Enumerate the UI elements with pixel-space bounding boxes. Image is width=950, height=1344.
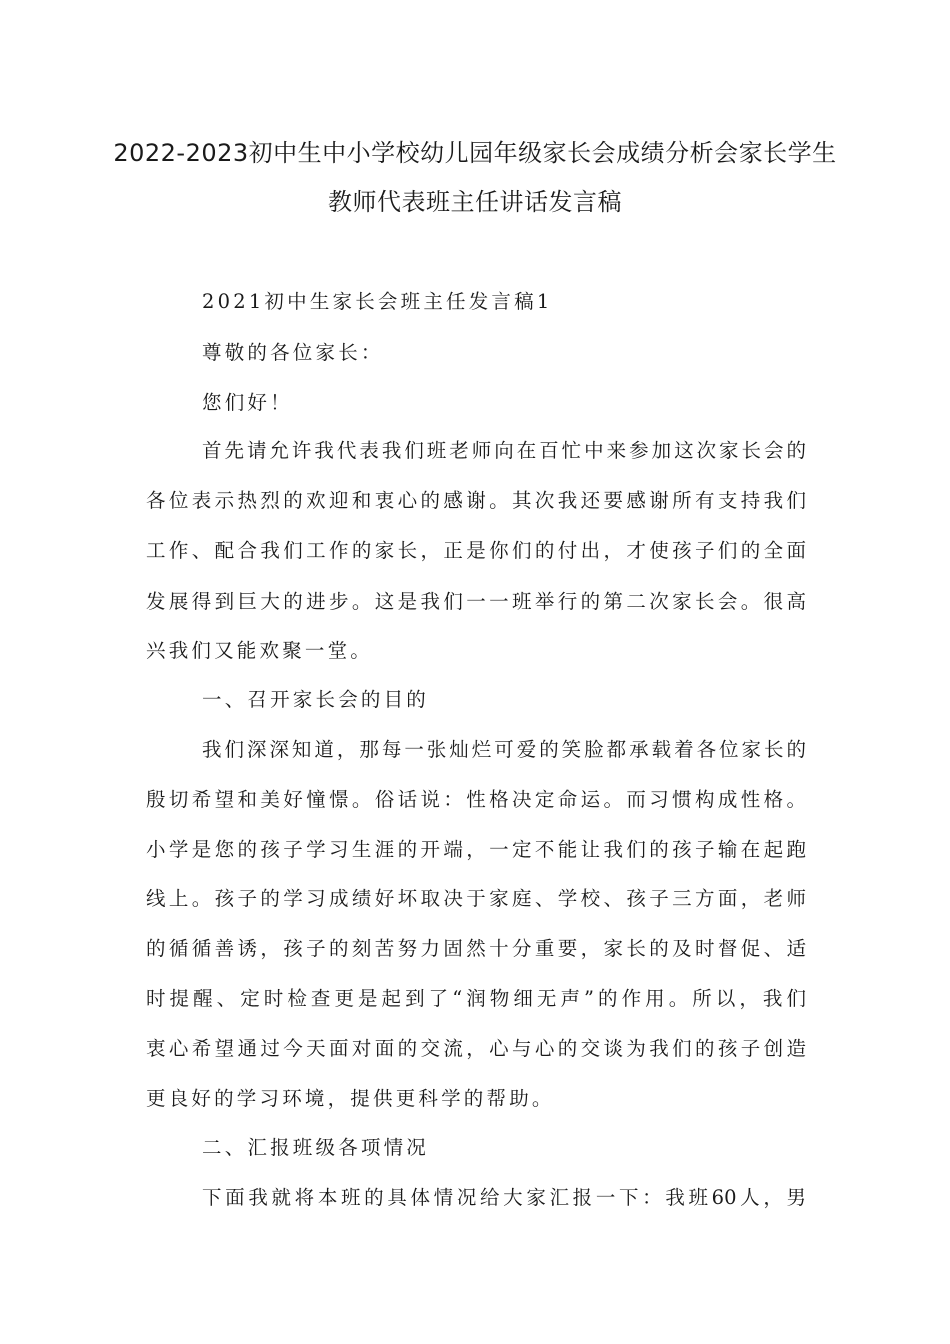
subtitle-line: 2021初中生家长会班主任发言稿1	[202, 290, 553, 313]
paragraph-line: 衷心希望通过今天面对面的交流，心与心的交谈为我们的孩子创造	[146, 1037, 806, 1060]
paragraph-line: 时提醒、定时检查更是起到了“润物细无声”的作用。所以，我们	[146, 987, 806, 1010]
paragraph-line: 的循循善诱，孩子的刻苦努力固然十分重要，家长的及时督促、适	[146, 937, 806, 960]
paragraph-line: 下面我就将本班的具体情况给大家汇报一下：我班60人，男	[202, 1186, 806, 1209]
paragraph-line: 小学是您的孩子学习生涯的开端，一定不能让我们的孩子输在起跑	[146, 838, 806, 861]
paragraph-line: 我们深深知道，那每一张灿烂可爱的笑脸都承载着各位家长的	[202, 738, 806, 761]
document-title-line-1: 2022-2023初中生中小学校幼儿园年级家长会成绩分析会家长学生	[113, 139, 837, 167]
paragraph-line: 各位表示热烈的欢迎和衷心的感谢。其次我还要感谢所有支持我们	[146, 489, 806, 512]
paragraph-line: 兴我们又能欢聚一堂。	[146, 639, 374, 662]
section-heading: 二、汇报班级各项情况	[202, 1136, 430, 1159]
paragraph-line: 殷切希望和美好憧憬。俗话说：性格决定命运。而习惯构成性格。	[146, 788, 806, 811]
paragraph-line: 工作、配合我们工作的家长，正是你们的付出，才使孩子们的全面	[146, 539, 806, 562]
paragraph-line: 首先请允许我代表我们班老师向在百忙中来参加这次家长会的	[202, 439, 806, 462]
section-heading: 一、召开家长会的目的	[202, 688, 430, 711]
document-title-line-2: 教师代表班主任讲话发言稿	[328, 188, 622, 216]
salutation-line: 尊敬的各位家长：	[202, 341, 384, 364]
paragraph-line: 线上。孩子的学习成绩好坏取决于家庭、学校、孩子三方面，老师	[146, 887, 806, 910]
paragraph-line: 发展得到巨大的进步。这是我们一一班举行的第二次家长会。很高	[146, 590, 806, 613]
paragraph-line: 更良好的学习环境，提供更科学的帮助。	[146, 1087, 555, 1110]
greeting-line: 您们好！	[202, 391, 293, 414]
